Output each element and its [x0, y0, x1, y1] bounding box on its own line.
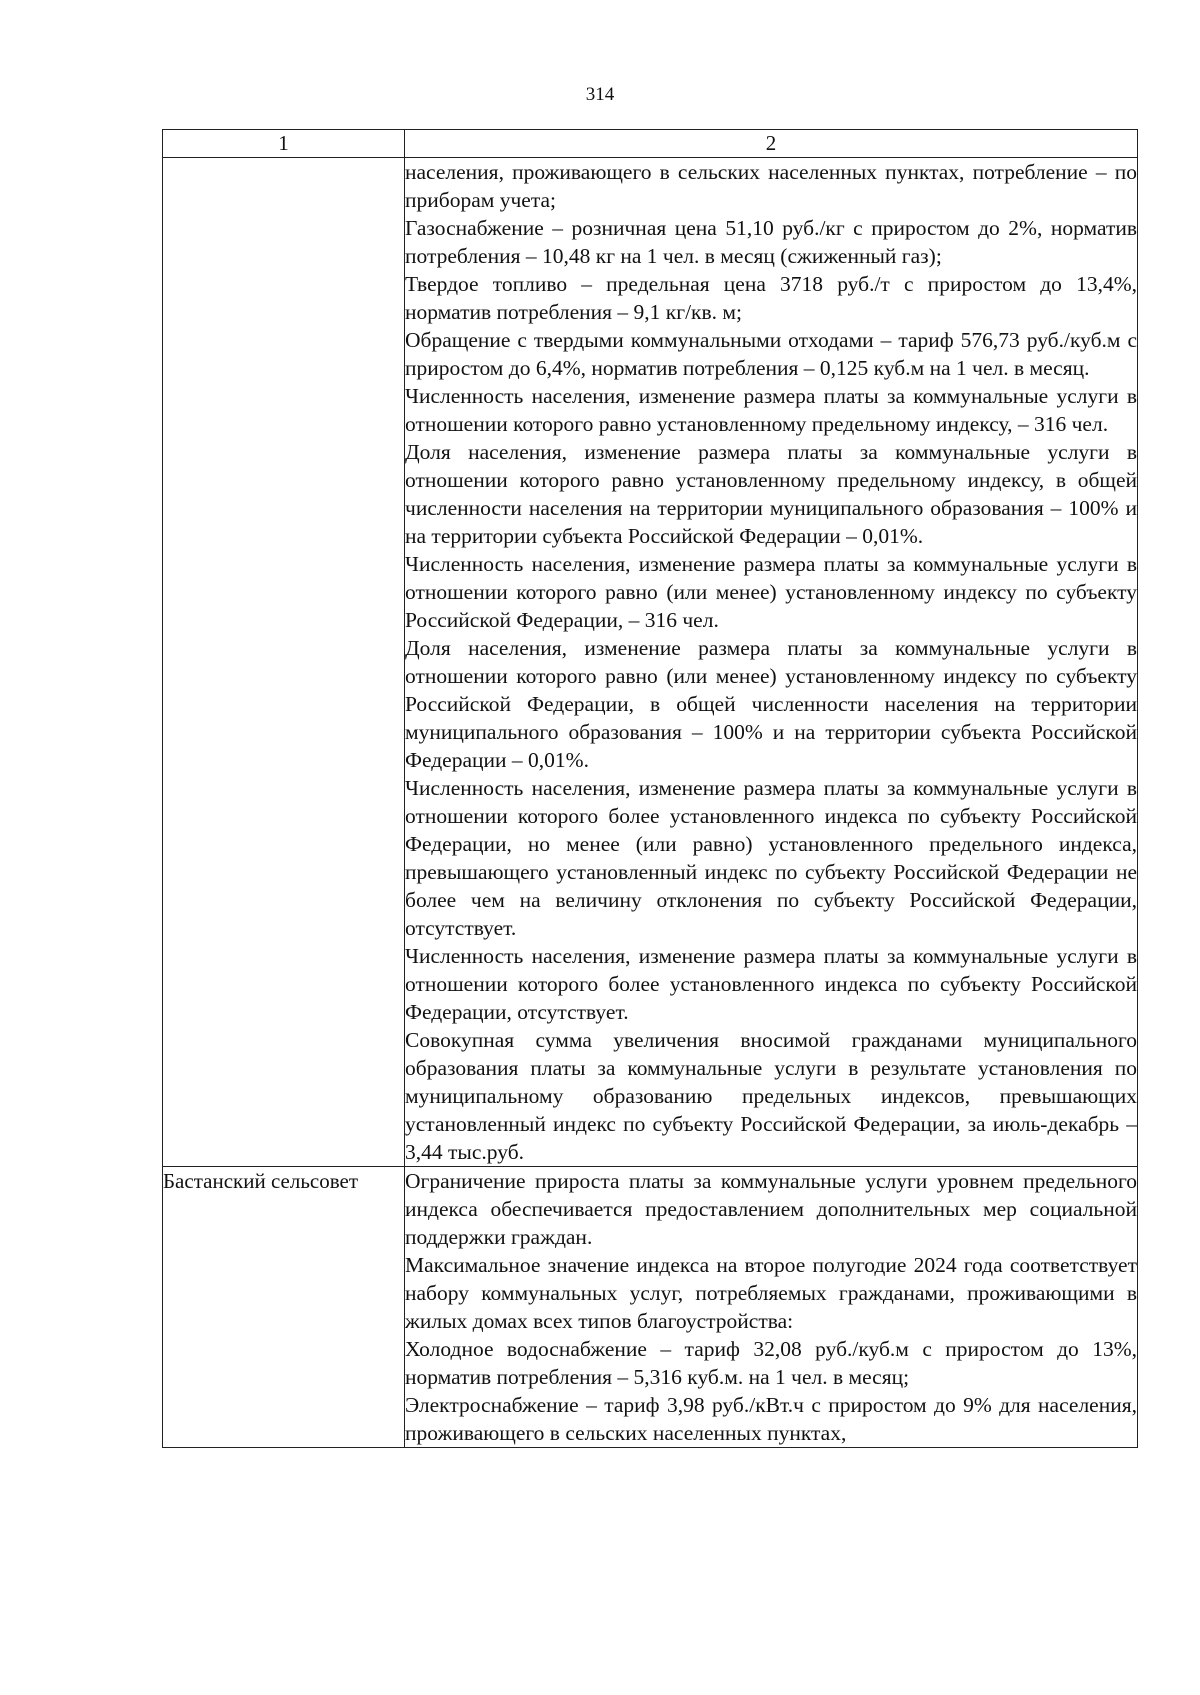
paragraph: Холодное водоснабжение – тариф 32,08 руб./куб.м с приростом до 13%, норматив потребления – 5,316 куб.м. на 1 чел. в месяц;	[405, 1337, 1137, 1389]
paragraph: Электроснабжение – тариф 3,98 руб./кВт.ч с приростом до 9% для населения, проживающего в сельских населенных пунктах,	[405, 1393, 1137, 1445]
municipality-description	[405, 158, 1138, 1167]
paragraph: населения, проживающего в сельских населенных пунктах, потребление – по приборам учета;	[405, 160, 1137, 212]
table-row	[163, 158, 1138, 1167]
column-header-1: 1	[163, 130, 405, 158]
paragraph: Газоснабжение – розничная цена 51,10 руб./кг с приростом до 2%, норматив потребления – 10,48 кг на 1 чел. в месяц (сжиженный газ);	[405, 216, 1137, 268]
paragraph: Доля населения, изменение размера платы за коммунальные услуги в отношении которого равно (или менее) установленному индексу по субъекту Российской Федерации, в общей численности населения на территории муниципального образования – 100% и на территории субъекта Российской Федерации – 0,01%.	[405, 636, 1137, 772]
page-number: 314	[585, 84, 615, 105]
paragraph: Численность населения, изменение размера платы за коммунальные услуги в отношении которого равно установленному предельному индексу, – 316 чел.	[405, 384, 1137, 436]
paragraph: Совокупная сумма увеличения вносимой гражданами муниципального образования платы за коммунальные услуги в результате установления по муниципальному образованию предельных индексов, превышающих установленный индекс по субъекту Российской Федерации, за июль-декабрь – 3,44 тыс.руб.	[405, 1028, 1137, 1164]
column-header-2: 2	[405, 130, 1138, 158]
paragraph: Численность населения, изменение размера платы за коммунальные услуги в отношении которого равно (или менее) установленному индексу по субъекту Российской Федерации, – 316 чел.	[405, 552, 1137, 632]
municipality-name: Бастанский сельсовет	[163, 1167, 405, 1448]
municipality-description	[405, 1167, 1138, 1448]
paragraph: Максимальное значение индекса на второе полугодие 2024 года соответствует набору коммунальных услуг, потребляемых гражданами, проживающими в жилых домах всех типов благоустройства:	[405, 1253, 1137, 1333]
paragraph: Ограничение прироста платы за коммунальные услуги уровнем предельного индекса обеспечивается предоставлением дополнительных мер социальной поддержки граждан.	[405, 1169, 1137, 1249]
paragraph: Численность населения, изменение размера платы за коммунальные услуги в отношении которого более установленного индекса по субъекту Российской Федерации, отсутствует.	[405, 944, 1137, 1024]
paragraph: Твердое топливо – предельная цена 3718 руб./т с приростом до 13,4%, норматив потребления – 9,1 кг/кв. м;	[405, 272, 1137, 324]
paragraph: Обращение с твердыми коммунальными отходами – тариф 576,73 руб./куб.м с приростом до 6,4%, норматив потребления – 0,125 куб.м на 1 чел. в месяц.	[405, 328, 1137, 380]
tariff-table	[162, 129, 1138, 1448]
municipality-name	[163, 158, 405, 1167]
paragraph: Доля населения, изменение размера платы за коммунальные услуги в отношении которого равно установленному предельному индексу, в общей численности населения на территории муниципального образования – 100% и на территории субъекта Российской Федерации – 0,01%.	[405, 440, 1137, 548]
page-continuation-clip	[405, 1167, 1137, 1447]
paragraph: Численность населения, изменение размера платы за коммунальные услуги в отношении которого более установленного индекса по субъекту Российской Федерации, но менее (или равно) установленного предельного индекса, превышающего установленный индекс по субъекту Российской Федерации не более чем на величину отклонения по субъекту Российской Федерации, отсутствует.	[405, 776, 1137, 940]
table-row	[163, 1167, 1138, 1448]
table-header-row	[163, 130, 1138, 158]
